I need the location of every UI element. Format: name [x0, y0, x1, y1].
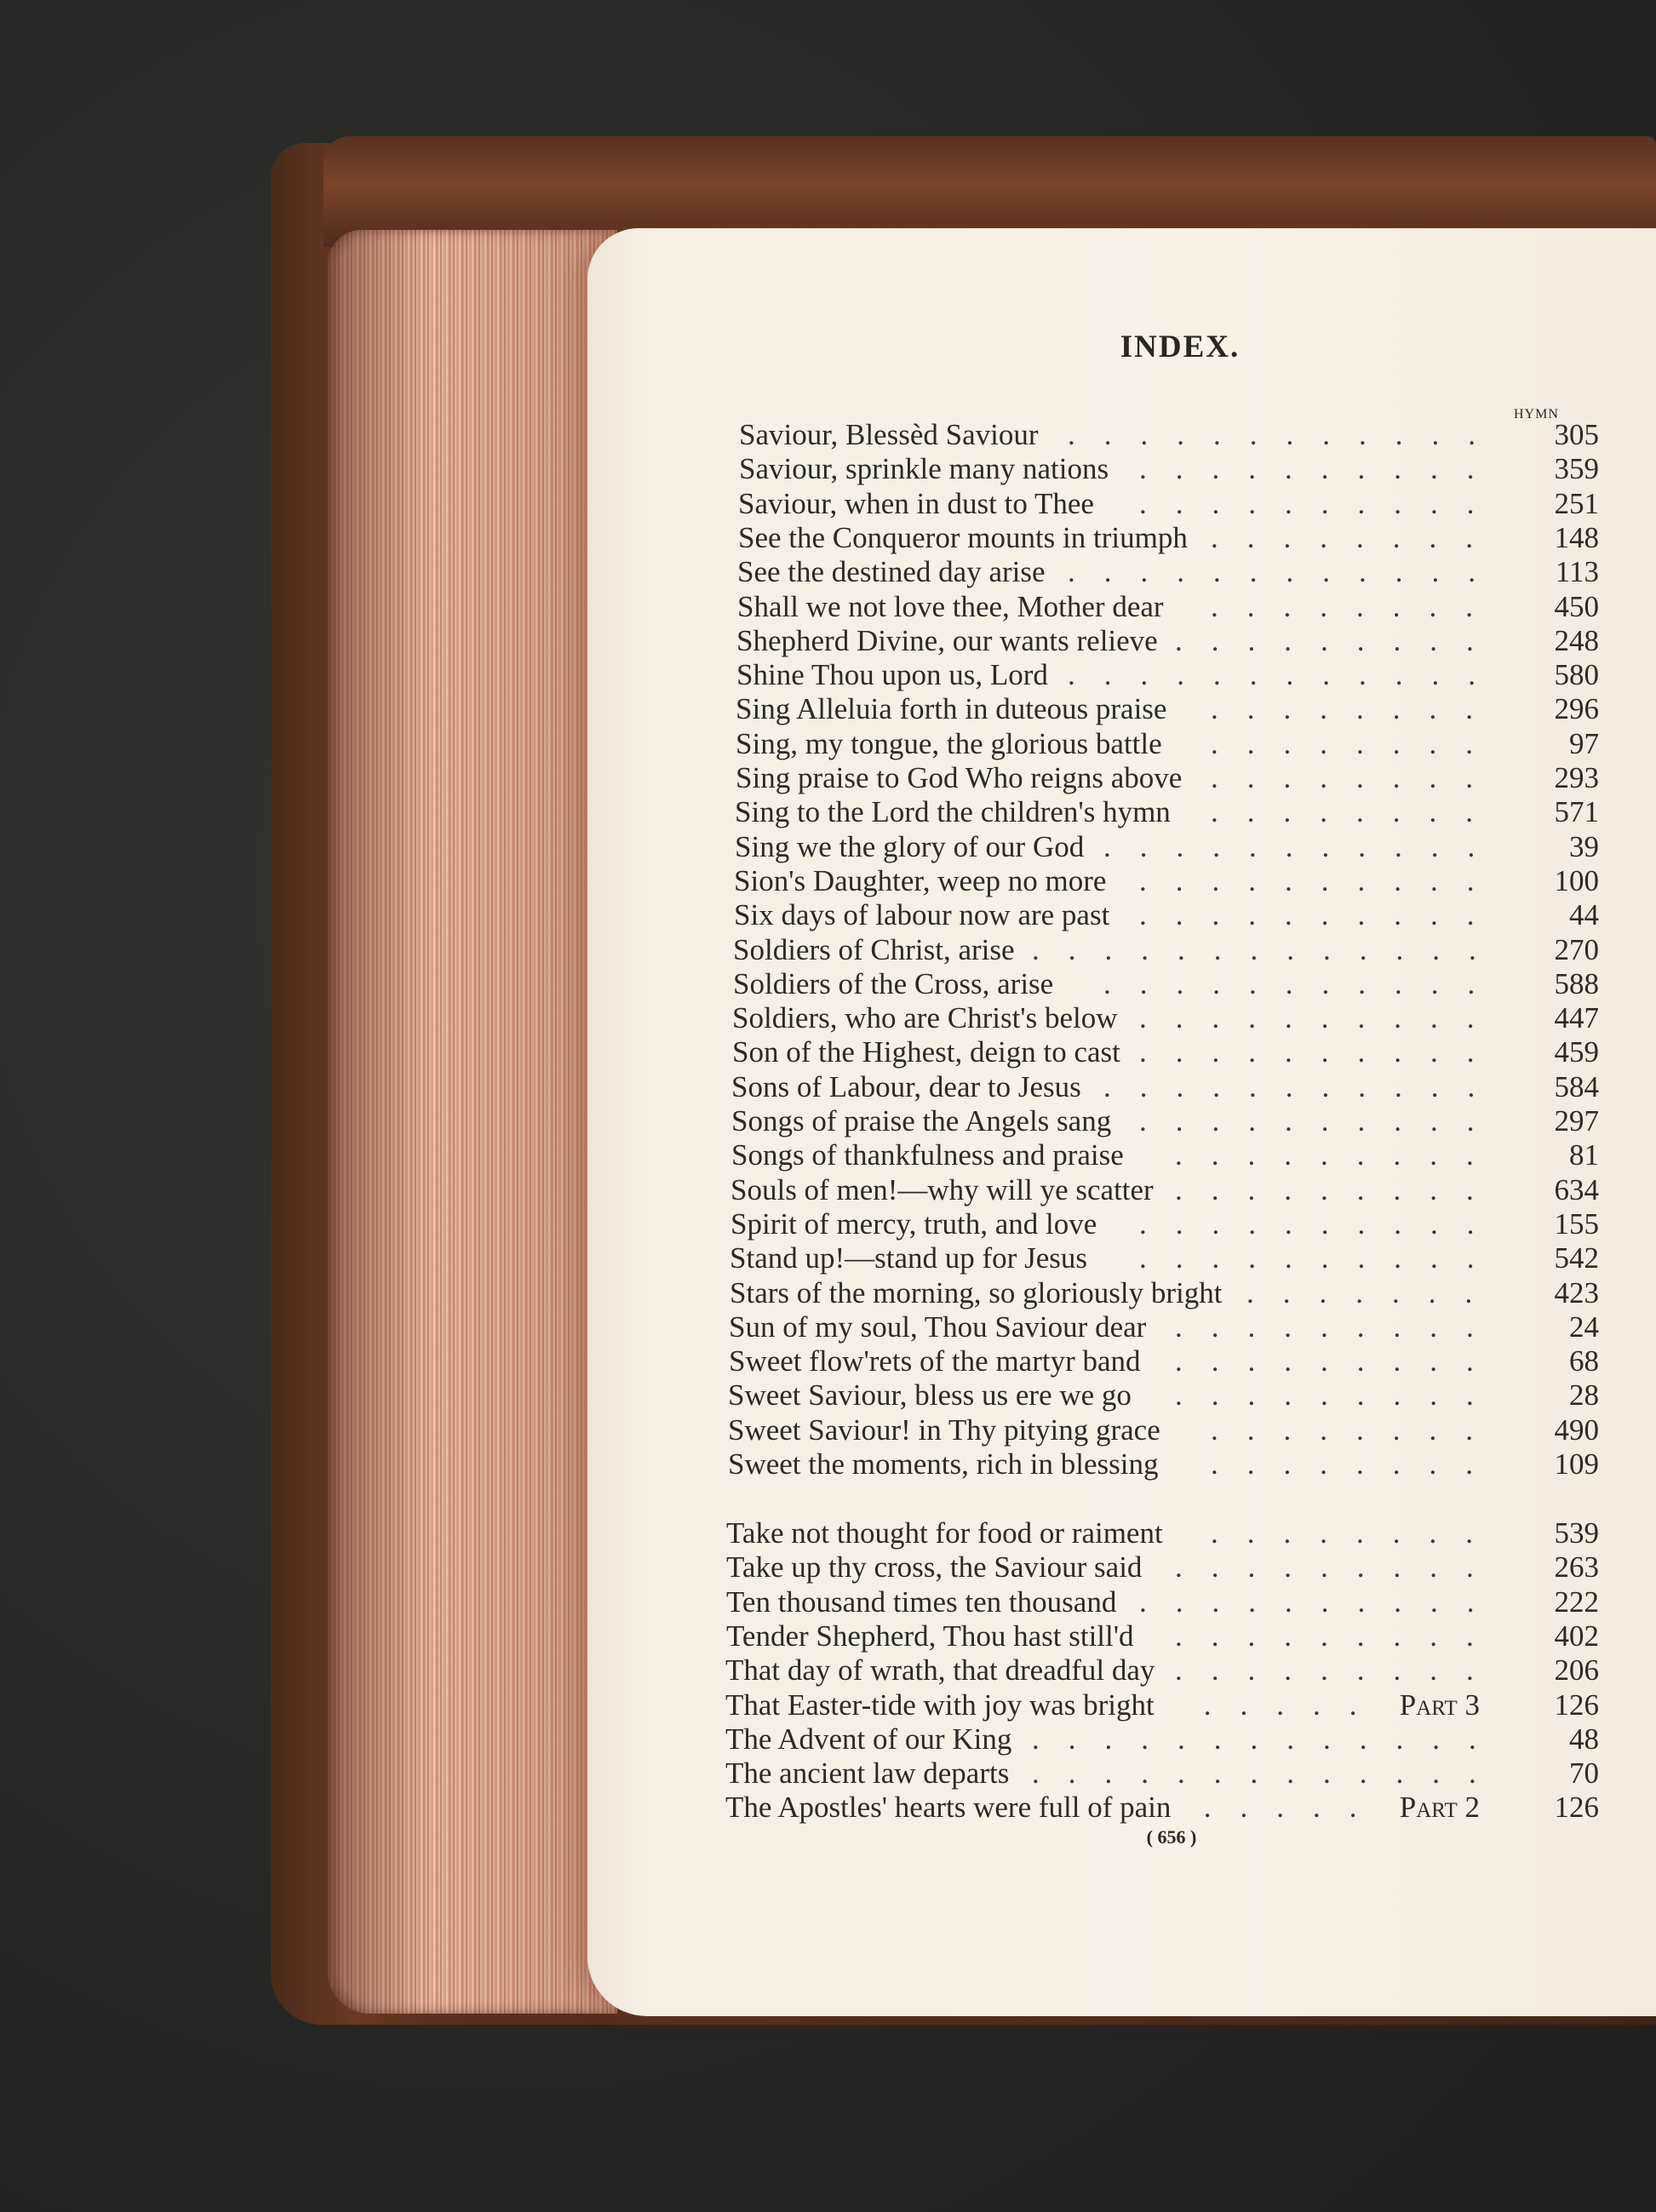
index-entry [735, 830, 1599, 864]
leader-dots: ............ [1068, 555, 1504, 589]
leader-dots: ..... [1203, 1791, 1386, 1825]
entry-title: Sing praise to God Who reigns above [736, 761, 1183, 794]
leader-dots: ........ [1211, 795, 1502, 829]
entry-title: The Advent of our King [725, 1722, 1012, 1756]
hymn-number: 81 [1569, 1138, 1599, 1172]
entry-title: Soldiers of Christ, arise [733, 932, 1015, 966]
index-entry [737, 590, 1599, 624]
entry-title: Sing Alleluia forth in duteous praise [736, 692, 1167, 726]
leader-dots: ........ [1211, 1447, 1502, 1481]
leader-dots: .......... [1139, 863, 1504, 897]
index-entry [726, 1516, 1599, 1550]
page-number: ( 656 ) [1146, 1826, 1197, 1848]
index-entry [738, 487, 1599, 521]
leader-dots: .......... [1139, 1241, 1504, 1275]
entry-title: Stars of the morning, so gloriously bright [730, 1275, 1223, 1309]
index-entry [736, 658, 1599, 692]
hymn-number: 39 [1569, 829, 1599, 863]
leader-dots: ........... [1103, 1069, 1504, 1103]
entry-title: Tender Shepherd, Thou hast still'd [726, 1619, 1134, 1653]
index-entry [730, 1241, 1599, 1275]
index-entry [725, 1688, 1599, 1722]
hymn-number: 305 [1554, 418, 1599, 451]
entry-title: Saviour, when in dust to Thee [738, 486, 1094, 520]
hymn-number: 450 [1554, 589, 1599, 623]
index-entry [734, 864, 1599, 898]
index-entry [736, 692, 1599, 726]
entry-title: Shall we not love thee, Mother dear [737, 589, 1164, 623]
hymn-number: 222 [1554, 1585, 1599, 1619]
index-entry [736, 624, 1599, 658]
entry-title: Souls of men!—why will ye scatter [731, 1172, 1154, 1206]
entry-title: Songs of praise the Angels sang [731, 1104, 1112, 1138]
hymn-number: 68 [1569, 1344, 1599, 1378]
leader-dots: ......... [1175, 1378, 1503, 1413]
entry-title: Sweet the moments, rich in blessing [728, 1447, 1159, 1481]
entry-title: Shine Thou upon us, Lord [736, 658, 1048, 692]
entry-title: Songs of thankfulness and praise [731, 1138, 1124, 1172]
index-entry [736, 727, 1599, 761]
hymn-number: 447 [1554, 1001, 1599, 1035]
leader-dots: ......... [1175, 1138, 1503, 1172]
hymn-number: 248 [1554, 623, 1599, 657]
leader-dots: ......... [1175, 1309, 1503, 1344]
leader-dots: ............ [1068, 418, 1504, 451]
entry-title: Six days of labour now are past [734, 898, 1110, 932]
hymn-number: 580 [1554, 658, 1599, 692]
leader-dots: .......... [1139, 452, 1504, 486]
entry-title: Sing we the glory of our God [735, 829, 1085, 863]
leader-dots: ........ [1211, 761, 1502, 794]
leader-dots: ............. [1032, 1722, 1505, 1756]
entry-title: Ten thousand times ten thousand [726, 1585, 1117, 1619]
hymn-number: 359 [1554, 452, 1599, 486]
leader-dots: ......... [1175, 1619, 1503, 1653]
index-entry [726, 1619, 1599, 1653]
entry-title: Sun of my soul, Thou Saviour dear [729, 1309, 1147, 1344]
entry-title: Saviour, Blessèd Saviour [739, 418, 1039, 451]
index-entry [728, 1413, 1599, 1447]
leader-dots: ............. [1032, 1756, 1505, 1791]
hymn-number: 542 [1554, 1241, 1599, 1275]
index-entry [731, 1173, 1599, 1207]
hymn-number: 113 [1555, 555, 1599, 589]
entry-title: Stand up!—stand up for Jesus [730, 1241, 1087, 1275]
entry-title: Sons of Labour, dear to Jesus [731, 1069, 1081, 1103]
hymn-number: 459 [1554, 1035, 1599, 1069]
hymn-number: 155 [1554, 1206, 1599, 1241]
hymn-number: 126 [1554, 1688, 1599, 1722]
entry-title: Sing to the Lord the children's hymn [735, 795, 1171, 829]
leader-dots: ......... [1175, 1653, 1503, 1688]
hymn-number: 634 [1554, 1172, 1599, 1206]
entry-title: Sweet Saviour! in Thy pitying grace [728, 1413, 1160, 1447]
index-entry [737, 555, 1599, 589]
entry-title: That Easter-tide with joy was bright [725, 1688, 1155, 1722]
entry-title: See the Conqueror mounts in triumph [738, 520, 1188, 554]
leader-dots: ........ [1211, 520, 1502, 554]
hymn-number: 297 [1554, 1104, 1599, 1138]
entry-title: Spirit of mercy, truth, and love [731, 1206, 1097, 1241]
index-entry [730, 1276, 1599, 1310]
entry-title: Sion's Daughter, weep no more [734, 863, 1107, 897]
hymn-number: 423 [1554, 1275, 1599, 1309]
hymn-number: 490 [1554, 1413, 1599, 1447]
index-entry [725, 1722, 1599, 1756]
index-entry [739, 418, 1599, 452]
leader-dots: ......... [1175, 1344, 1503, 1378]
hymn-number: 584 [1554, 1069, 1599, 1103]
entry-title: Shepherd Divine, our wants relieve [736, 623, 1158, 657]
entry-title: Sing, my tongue, the glorious battle [736, 726, 1162, 760]
hymn-number: 48 [1569, 1722, 1599, 1756]
hymn-number: 44 [1569, 898, 1599, 932]
hymn-number: 126 [1554, 1791, 1599, 1825]
index-entry [734, 898, 1599, 932]
index-entry [738, 521, 1599, 555]
entry-title: Sweet flow'rets of the martyr band [729, 1344, 1141, 1378]
index-entry [726, 1550, 1599, 1585]
hymn-number: 148 [1554, 520, 1599, 554]
index-entry [726, 1585, 1599, 1619]
hymn-number: 206 [1554, 1653, 1599, 1688]
leader-dots: ........ [1211, 589, 1502, 623]
entry-title: Sweet Saviour, bless us ere we go [728, 1378, 1132, 1413]
leader-dots: ............. [1032, 932, 1505, 966]
index-entry [735, 795, 1599, 829]
leader-dots: ........ [1211, 1516, 1502, 1550]
index-entry [731, 1070, 1599, 1104]
hymn-number: 24 [1569, 1309, 1599, 1344]
entry-part: Part 3 [1399, 1688, 1480, 1722]
leader-dots: ........... [1103, 829, 1504, 863]
hymn-number: 296 [1554, 692, 1599, 726]
hymn-number: 97 [1569, 726, 1599, 760]
hymn-number: 109 [1554, 1447, 1599, 1481]
entry-title: Saviour, sprinkle many nations [739, 452, 1109, 486]
leader-dots: ............ [1068, 658, 1504, 692]
index-entry [739, 452, 1599, 486]
index-entry [729, 1310, 1599, 1344]
entry-title: Soldiers of the Cross, arise [733, 966, 1054, 1000]
index-entry [725, 1756, 1599, 1791]
leader-dots: .......... [1139, 898, 1504, 932]
leader-dots: .......... [1139, 1035, 1504, 1069]
leader-dots: .......... [1139, 1585, 1504, 1619]
index-entry [725, 1653, 1599, 1688]
entry-title: Take not thought for food or raiment [726, 1516, 1163, 1550]
hymn-number: 293 [1554, 761, 1599, 794]
index-entry [729, 1344, 1599, 1378]
index-entry [732, 1035, 1599, 1069]
hymn-column-header: HYMN [1514, 407, 1559, 421]
hymn-number: 270 [1554, 932, 1599, 966]
entry-title: See the destined day arise [737, 555, 1046, 589]
leader-dots: ......... [1175, 1172, 1503, 1206]
leader-dots: ......... [1175, 1550, 1503, 1585]
hymn-number: 263 [1554, 1550, 1599, 1585]
index-entry [728, 1378, 1599, 1413]
leader-dots: ........ [1211, 692, 1502, 726]
index-entry [733, 933, 1599, 967]
leader-dots: ........ [1211, 1413, 1502, 1447]
hymn-number: 70 [1569, 1756, 1599, 1791]
entry-part: Part 2 [1399, 1791, 1480, 1825]
leader-dots: .......... [1139, 486, 1504, 520]
entry-title: That day of wrath, that dreadful day [725, 1653, 1155, 1688]
hymn-number: 100 [1554, 863, 1599, 897]
entry-title: The Apostles' hearts were full of pain [725, 1791, 1172, 1825]
page-title: INDEX. [1120, 330, 1241, 364]
index-entry [728, 1447, 1599, 1481]
leader-dots: ....... [1246, 1275, 1502, 1309]
index-entry [733, 967, 1599, 1001]
leader-dots: .......... [1139, 1104, 1504, 1138]
index-entry [725, 1791, 1599, 1825]
leader-dots: ........... [1103, 966, 1504, 1000]
index-entry [731, 1104, 1599, 1138]
index-entry [731, 1138, 1599, 1172]
entry-title: Soldiers, who are Christ's below [732, 1001, 1118, 1035]
hymn-number: 588 [1554, 966, 1599, 1000]
leader-dots: ......... [1175, 623, 1503, 657]
index-entry [731, 1207, 1599, 1241]
entry-title: The ancient law departs [725, 1756, 1010, 1791]
hymn-number: 402 [1554, 1619, 1599, 1653]
hymn-number: 28 [1569, 1378, 1599, 1413]
hymn-number: 571 [1554, 795, 1599, 829]
hymn-number: 251 [1554, 486, 1599, 520]
leader-dots: ..... [1203, 1688, 1386, 1722]
hymn-number: 539 [1554, 1516, 1599, 1550]
entry-title: Son of the Highest, deign to cast [732, 1035, 1120, 1069]
leader-dots: ........ [1211, 726, 1502, 760]
leader-dots: .......... [1139, 1001, 1504, 1035]
index-entry [732, 1001, 1599, 1035]
entry-title: Take up thy cross, the Saviour said [726, 1550, 1143, 1585]
leader-dots: .......... [1139, 1206, 1504, 1241]
index-entry [736, 761, 1599, 795]
